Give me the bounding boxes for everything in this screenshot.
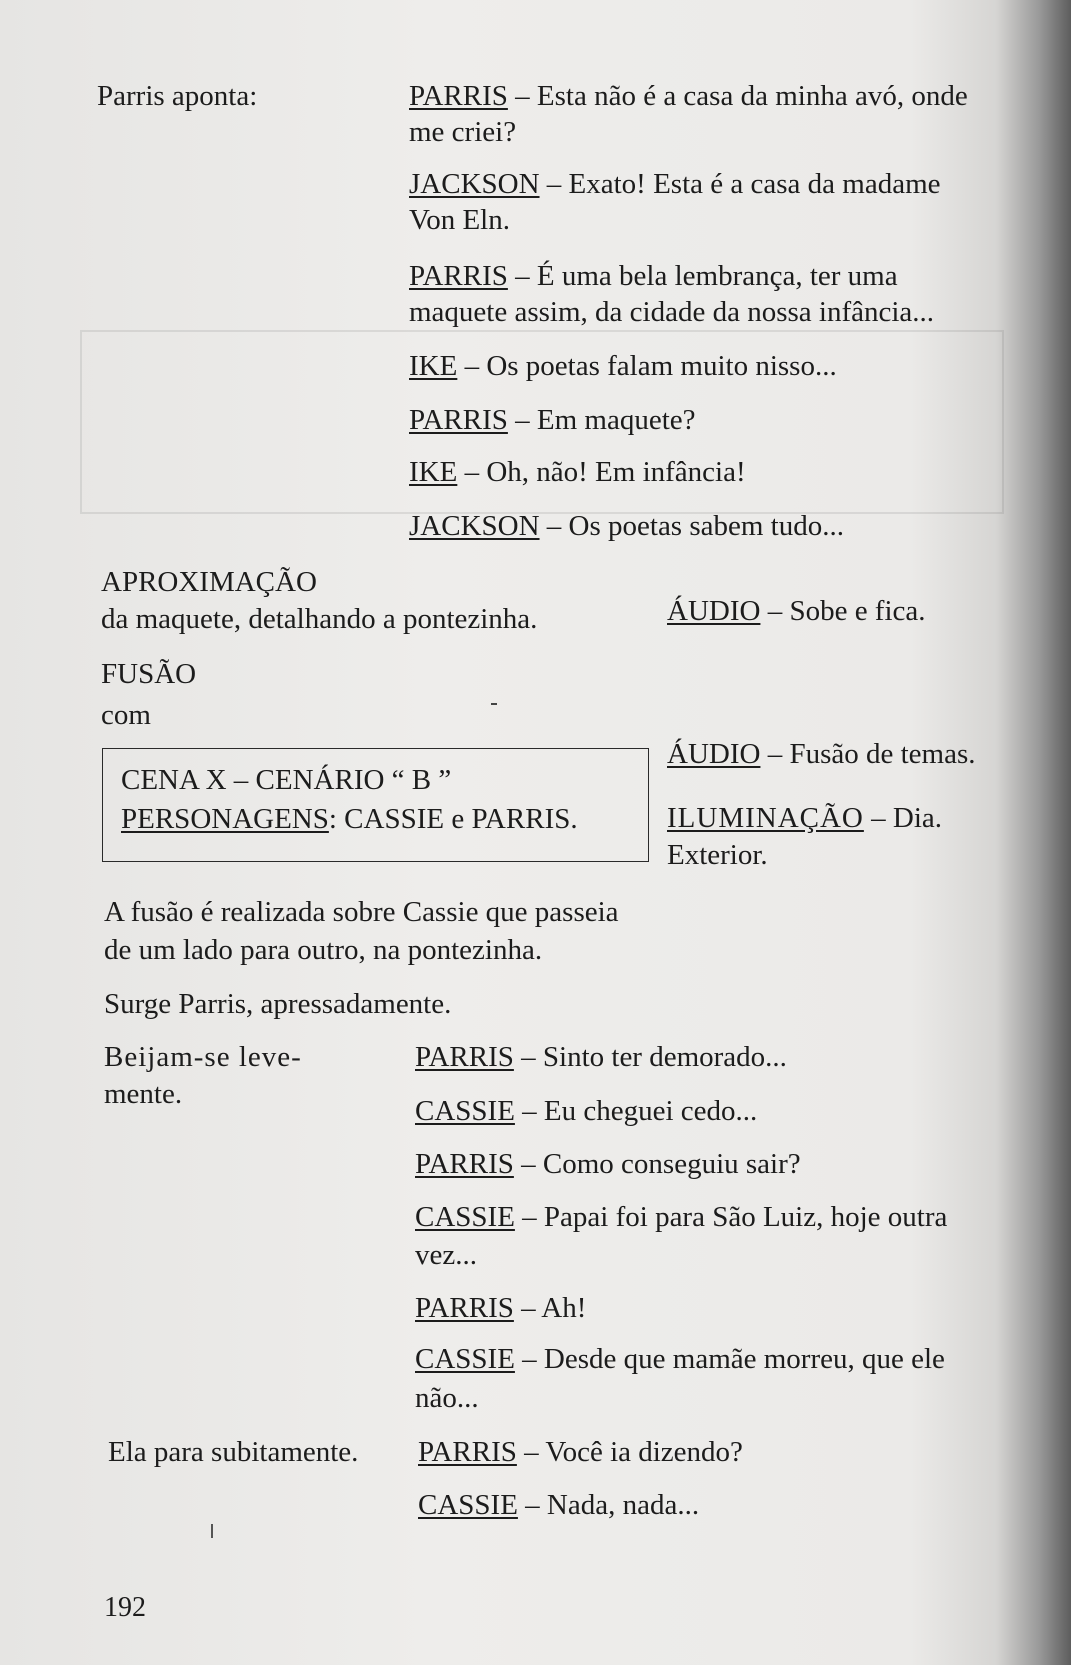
ink-speck: [211, 1524, 213, 1538]
dialogue-line: [418, 1487, 699, 1523]
speaker-name: CASSIE: [415, 1201, 515, 1233]
speaker-name: PARRIS: [415, 1041, 514, 1073]
page-number: 192: [104, 1592, 146, 1623]
action-text: mente.: [104, 1078, 183, 1110]
lighting-label: ILUMINAÇÃO: [667, 802, 864, 834]
lighting-text: – Dia.: [863, 802, 942, 834]
dialogue-line: [415, 1237, 477, 1273]
line-text: não...: [415, 1382, 479, 1414]
action-text: Surge Parris, apressadamente.: [104, 988, 452, 1020]
line-text: – Sinto ter demorado...: [513, 1041, 787, 1073]
speaker-name: JACKSON: [409, 168, 540, 200]
dialogue-line: [409, 294, 934, 330]
dialogue-line: [415, 1093, 757, 1129]
audio-cue: [667, 736, 976, 772]
scene-title: CENA X – CENÁRIO “ B ”: [121, 764, 452, 796]
speaker-name: IKE: [409, 350, 458, 382]
action-text: Beijam-se leve-: [104, 1041, 302, 1073]
audio-label: ÁUDIO: [667, 595, 761, 627]
line-text: – Exato! Esta é a casa da madame: [539, 168, 941, 200]
dialogue-line: [409, 78, 968, 114]
scene-characters: [121, 801, 578, 837]
audio-text: – Fusão de temas.: [760, 738, 976, 770]
dialogue-line: [409, 202, 510, 238]
line-text: – Nada, nada...: [517, 1489, 700, 1521]
line-text: vez...: [415, 1239, 477, 1271]
speaker-name: PARRIS: [415, 1148, 514, 1180]
speaker-name: CASSIE: [418, 1489, 518, 1521]
dialogue-line: [415, 1380, 479, 1416]
speaker-name: JACKSON: [409, 510, 540, 542]
camera-direction: FUSÃO: [101, 658, 197, 690]
line-text: – É uma bela lembrança, ter uma: [507, 260, 898, 292]
lighting-cue: [667, 800, 942, 836]
line-text: – Esta não é a casa da minha avó, onde: [507, 80, 968, 112]
camera-direction: APROXIMAÇÃO: [101, 566, 317, 598]
lighting-cue-line2: Exterior.: [667, 839, 768, 871]
speaker-name: IKE: [409, 456, 458, 488]
dialogue-line: [415, 1199, 947, 1235]
line-text: – Eu cheguei cedo...: [514, 1095, 758, 1127]
line-text: – Ah!: [513, 1292, 587, 1324]
action-text: Ela para subitamente.: [108, 1436, 359, 1468]
speaker-name: PARRIS: [409, 404, 508, 436]
camera-direction: com: [101, 699, 151, 731]
audio-label: ÁUDIO: [667, 738, 761, 770]
dialogue-line: [409, 258, 898, 294]
dialogue-line: [415, 1341, 945, 1377]
camera-direction: da maquete, detalhando a pontezinha.: [101, 603, 538, 635]
line-text: – Desde que mamãe morreu, que ele: [514, 1343, 945, 1375]
line-text: – Os poetas falam muito nisso...: [457, 350, 837, 382]
line-text: Von Eln.: [409, 204, 510, 236]
dialogue-line: [409, 166, 941, 202]
dialogue-line: [415, 1290, 586, 1326]
speaker-name: PARRIS: [409, 80, 508, 112]
speaker-name: CASSIE: [415, 1343, 515, 1375]
stage-direction: Parris aponta:: [97, 80, 258, 112]
characters-list: : CASSIE e PARRIS.: [328, 803, 578, 835]
audio-cue: [667, 593, 926, 629]
line-text: – Oh, não! Em infância!: [457, 456, 746, 488]
line-text: – Papai foi para São Luiz, hoje outra: [514, 1201, 948, 1233]
line-text: maquete assim, da cidade da nossa infância...: [409, 296, 935, 328]
speaker-name: PARRIS: [418, 1436, 517, 1468]
speaker-name: PARRIS: [415, 1292, 514, 1324]
line-text: – Em maquete?: [507, 404, 696, 436]
speaker-name: PARRIS: [409, 260, 508, 292]
dialogue-line: [415, 1146, 801, 1182]
audio-text: – Sobe e fica.: [760, 595, 926, 627]
dialogue-line: [409, 508, 844, 544]
line-text: – Como conseguiu sair?: [513, 1148, 801, 1180]
line-text: me criei?: [409, 116, 517, 148]
line-text: – Os poetas sabem tudo...: [539, 510, 844, 542]
dialogue-line: [415, 1039, 787, 1075]
ink-speck: [491, 703, 497, 705]
dialogue-line: [409, 348, 837, 384]
action-text: de um lado para outro, na pontezinha.: [104, 934, 543, 966]
speaker-name: CASSIE: [415, 1095, 515, 1127]
dialogue-line: [418, 1434, 743, 1470]
dialogue-line: [409, 402, 696, 438]
characters-label: PERSONAGENS: [121, 803, 329, 835]
dialogue-line: [409, 454, 746, 490]
action-text: A fusão é realizada sobre Cassie que passeia: [104, 896, 619, 928]
line-text: – Você ia dizendo?: [516, 1436, 743, 1468]
dialogue-line: [409, 114, 516, 150]
